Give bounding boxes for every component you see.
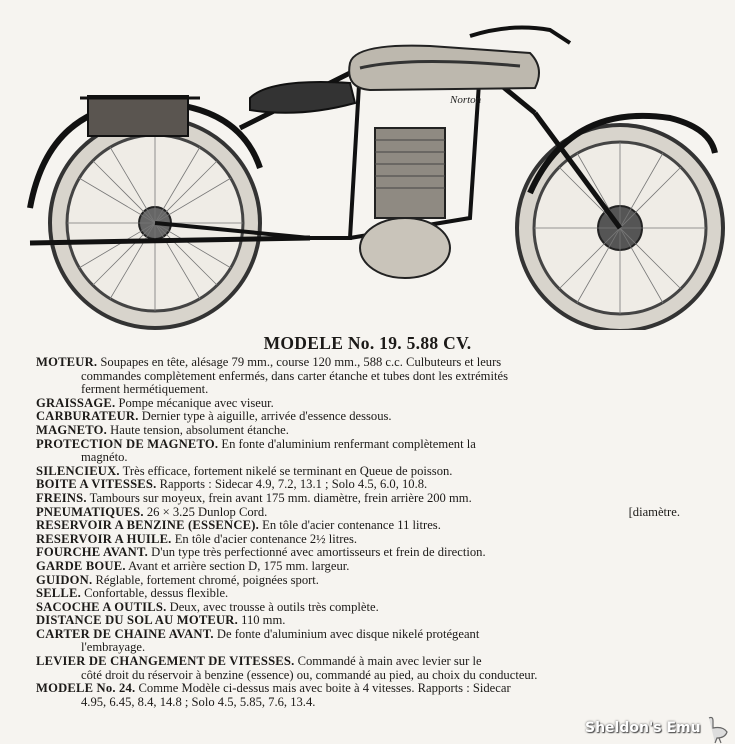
- spec-item: [36, 587, 680, 601]
- tank-badge: Norton: [450, 94, 482, 106]
- spec-term: SELLE.: [36, 586, 81, 601]
- spec-list: [36, 356, 680, 709]
- spec-item: [36, 465, 680, 479]
- spec-text: Soupapes en tête, alésage 79 mm., course 120 mm., 588 c.c. Culbuteurs et leurs: [100, 355, 502, 369]
- spec-text: Réglable, fortement chromé, poignées sport.: [95, 572, 319, 587]
- spec-item: [36, 546, 680, 560]
- spec-item: [36, 574, 680, 588]
- spec-continuation: commandes complètement enfermés, dans carter étanche et tubes dont les extrémités: [81, 368, 508, 383]
- spec-term: SACOCHE A OUTILS.: [36, 599, 167, 614]
- spec-text: Rapports : Sidecar 4.9, 7.2, 13.1 ; Solo 4.5, 6.0, 10.8.: [159, 477, 428, 492]
- spec-term: DISTANCE DU SOL AU MOTEUR.: [36, 613, 238, 628]
- spec-item: [36, 492, 680, 506]
- spec-text: Comme Modèle ci-dessus mais avec boite à 4 vitesses. Rapports : Sidecar: [138, 681, 511, 696]
- spec-term: RESERVOIR A BENZINE (ESSENCE).: [36, 518, 259, 533]
- spec-term: MODELE No. 24.: [36, 681, 136, 696]
- spec-item: [36, 519, 680, 533]
- spec-term: GARDE BOUE.: [36, 558, 126, 573]
- spec-item: [36, 601, 680, 615]
- spec-term: SILENCIEUX.: [36, 463, 120, 478]
- spec-item: [36, 478, 680, 492]
- spec-text: Confortable, dessus flexible.: [84, 586, 229, 601]
- spec-continuation: l'embrayage.: [81, 640, 146, 655]
- spec-term: PROTECTION DE MAGNETO.: [36, 436, 219, 451]
- spec-text: En fonte d'aluminium renfermant complètement la: [221, 436, 476, 451]
- spec-term: LEVIER DE CHANGEMENT DE VITESSES.: [36, 654, 295, 669]
- spec-term: RESERVOIR A HUILE.: [36, 531, 172, 546]
- spec-item: [36, 533, 680, 547]
- spec-continuation: ferment hermétiquement.: [81, 382, 209, 397]
- spec-text: Avant et arrière section D, 175 mm. largeur.: [128, 558, 350, 573]
- spec-term: PNEUMATIQUES.: [36, 504, 144, 519]
- page-title: MODELE No. 19. 5.88 CV.: [263, 333, 472, 353]
- spec-continuation: 4.95, 6.45, 8.4, 14.8 ; Solo 4.5, 5.85, 7.6, 13.4.: [81, 694, 316, 709]
- spec-text: Très efficace, fortement nikelé se terminant en Queue de poisson.: [122, 463, 453, 478]
- spec-term: BOITE A VITESSES.: [36, 477, 157, 492]
- spec-term: MAGNETO.: [36, 422, 107, 437]
- spec-item: [36, 424, 680, 438]
- spec-text: 110 mm.: [241, 613, 286, 628]
- spec-item: [36, 356, 680, 370]
- spec-text: En tôle d'acier contenance 2½ litres.: [174, 531, 358, 546]
- motorcycle-illustration: [10, 8, 725, 330]
- spec-text: Pompe mécanique avec viseur.: [118, 395, 274, 410]
- spec-text: Dernier type à aiguille, arrivée d'essence dessous.: [141, 409, 392, 424]
- spec-term: MOTEUR.: [36, 355, 98, 369]
- spec-item: [36, 397, 680, 411]
- spec-continuation: côté droit du réservoir à benzine (essence) ou, commandé au pied, au choix du conducteur.: [81, 667, 538, 682]
- spec-term: FREINS.: [36, 490, 87, 505]
- spec-item: [36, 410, 680, 424]
- spec-term: GUIDON.: [36, 572, 93, 587]
- spec-item: [36, 506, 680, 520]
- spec-item: [36, 628, 680, 642]
- spec-item: [36, 682, 680, 696]
- spec-term: CARBURATEUR.: [36, 409, 139, 424]
- spec-continuation: magnéto.: [81, 450, 128, 465]
- spec-term: CARTER DE CHAINE AVANT.: [36, 626, 214, 641]
- spec-item: [36, 438, 680, 452]
- spec-text: Deux, avec trousse à outils très complète.: [169, 599, 379, 614]
- spec-text: D'un type très perfectionné avec amortisseurs et frein de direction.: [151, 545, 486, 560]
- spec-note: [diamètre.: [628, 504, 680, 519]
- spec-item: [36, 655, 680, 669]
- spec-item: [36, 614, 680, 628]
- spec-text: 26 × 3.25 Dunlop Cord.: [146, 504, 268, 519]
- watermark-text: Sheldon's Emu: [585, 720, 701, 736]
- spec-term: FOURCHE AVANT.: [36, 545, 148, 560]
- spec-term: GRAISSAGE.: [36, 395, 116, 410]
- spec-text: De fonte d'aluminium avec disque nikelé protégeant: [216, 626, 480, 641]
- emu-icon: [701, 714, 731, 744]
- spec-text: Commandé à main avec levier sur le: [297, 654, 482, 669]
- spec-text: En tôle d'acier contenance 11 litres.: [262, 518, 441, 533]
- spec-text: Tambours sur moyeux, frein avant 175 mm. diamètre, frein arrière 200 mm.: [89, 490, 472, 505]
- spec-item: [36, 560, 680, 574]
- spec-text: Haute tension, absolument étanche.: [110, 422, 289, 437]
- watermark: [585, 714, 735, 744]
